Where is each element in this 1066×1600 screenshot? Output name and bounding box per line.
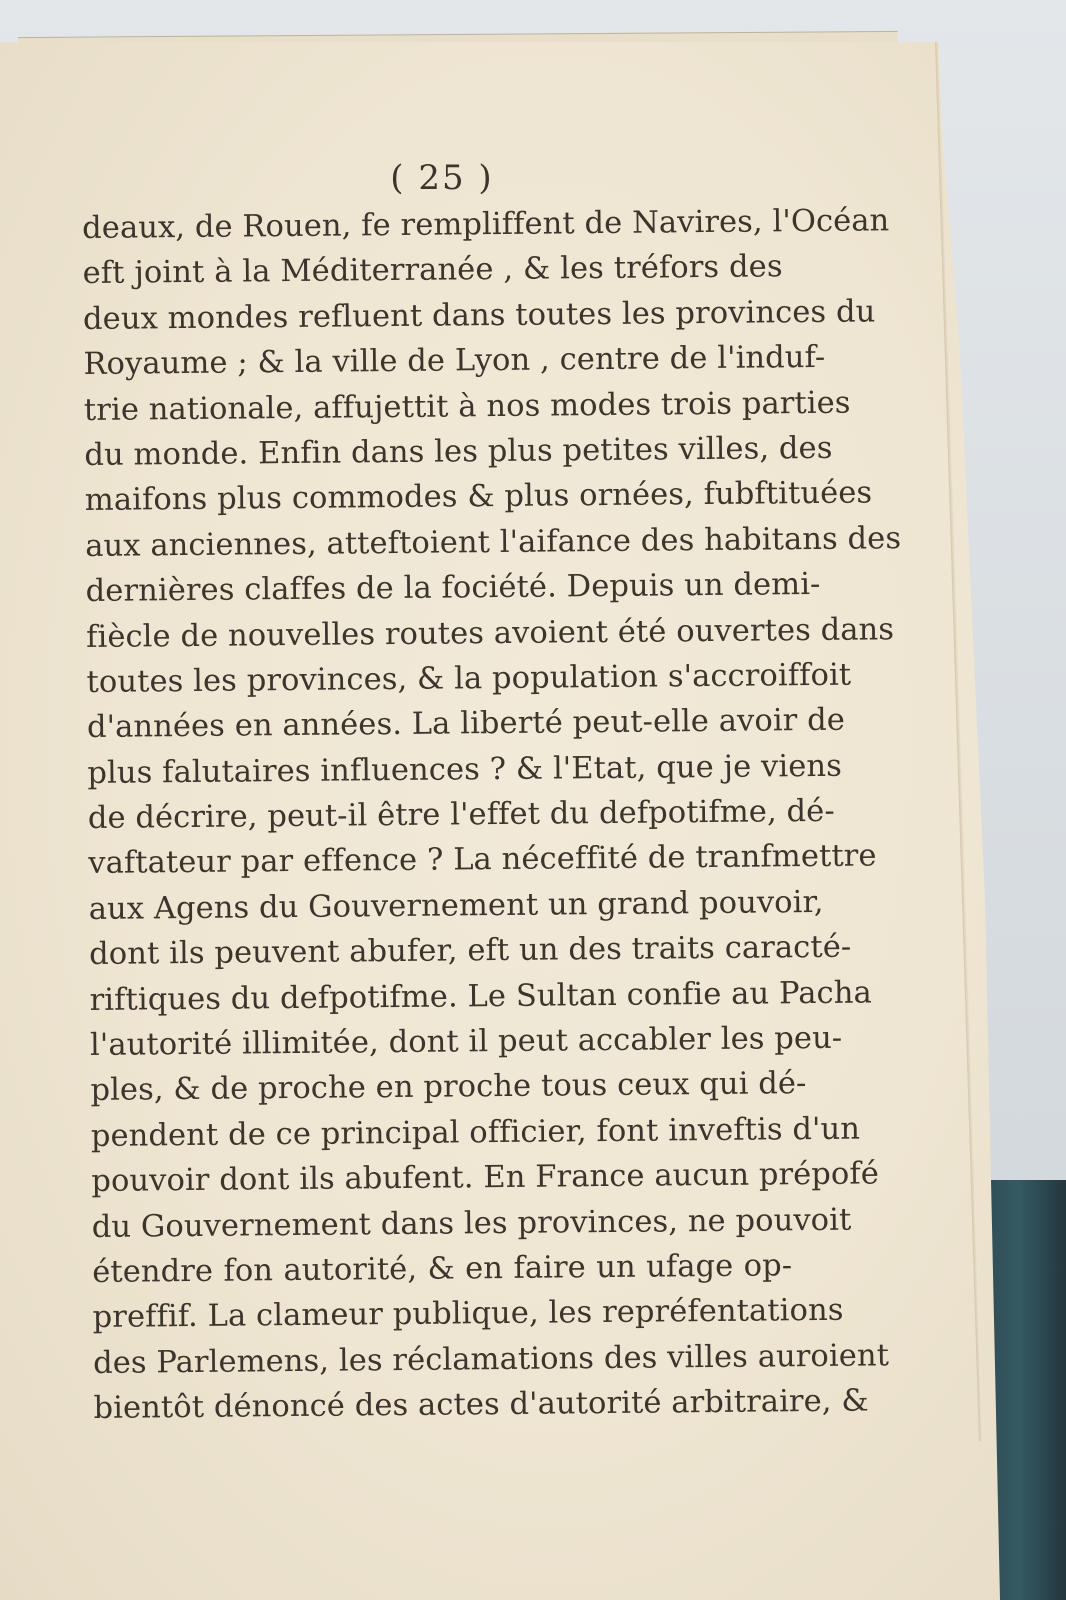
text-line: vaftateur par effence ? La néceffité de tranfmettre xyxy=(88,838,877,882)
text-line: bientôt dénoncé des actes d'autorité arbitraire, & xyxy=(93,1383,869,1427)
text-line: riftiques du defpotifme. Le Sultan confie au Pacha xyxy=(89,975,872,1018)
page-text xyxy=(82,199,902,1431)
text-line: preffif. La clameur publique, les repréfentations xyxy=(92,1293,844,1336)
text-line: de décrire, peut-il être l'effet du defpotifme, dé- xyxy=(87,793,835,837)
text-line: Royaume ; & la ville de Lyon , centre de l'induf- xyxy=(83,340,826,383)
text-line: aux anciennes, atteftoient l'aifance des habitans des xyxy=(85,520,902,564)
text-line: toutes les provinces, & la population s'accroiffoit xyxy=(86,657,852,700)
text-line: fiècle de nouvelles routes avoient été ouvertes dans xyxy=(85,611,895,655)
text-line: pouvoir dont ils abufent. En France aucun prépofé xyxy=(91,1156,880,1200)
text-line: dont ils peuvent abufer, eft un des traits caracté- xyxy=(89,929,852,973)
text-line: maifons plus commodes & plus ornées, fubftituées xyxy=(84,475,873,519)
text-line: deux mondes refluent dans toutes les provinces du xyxy=(82,294,876,337)
text-line: étendre fon autorité, & en faire un ufage op- xyxy=(92,1248,793,1290)
text-line: des Parlemens, les réclamations des villes auroient xyxy=(92,1338,890,1381)
text-line: trie nationale, affujettit à nos modes trois parties xyxy=(83,385,851,428)
text-line: l'autorité illimitée, dont il peut accabler les peu- xyxy=(89,1020,843,1063)
text-line: plus falutaires influences ? & l'Etat, que je viens xyxy=(87,748,843,791)
text-line: du Gouvernement dans les provinces, ne pouvoit xyxy=(91,1202,852,1245)
text-line: ples, & de proche en proche tous ceux qui dé- xyxy=(90,1066,807,1109)
text-line: du monde. Enfin dans les plus petites villes, des xyxy=(84,430,833,473)
text-line: deaux, de Rouen, fe rempliffent de Navires, l'Océan xyxy=(82,203,890,246)
text-line: eft joint à la Méditerranée , & les tréfors des xyxy=(82,249,783,292)
text-line: pendent de ce principal officier, font inveftis d'un xyxy=(90,1111,861,1154)
text-line: aux Agens du Gouvernement un grand pouvoir, xyxy=(88,884,824,927)
text-line: dernières claffes de la fociété. Depuis un demi- xyxy=(85,567,821,610)
page-number: ( 25 ) xyxy=(390,158,494,198)
text-line: d'années en années. La liberté peut-elle avoir de xyxy=(86,702,846,746)
